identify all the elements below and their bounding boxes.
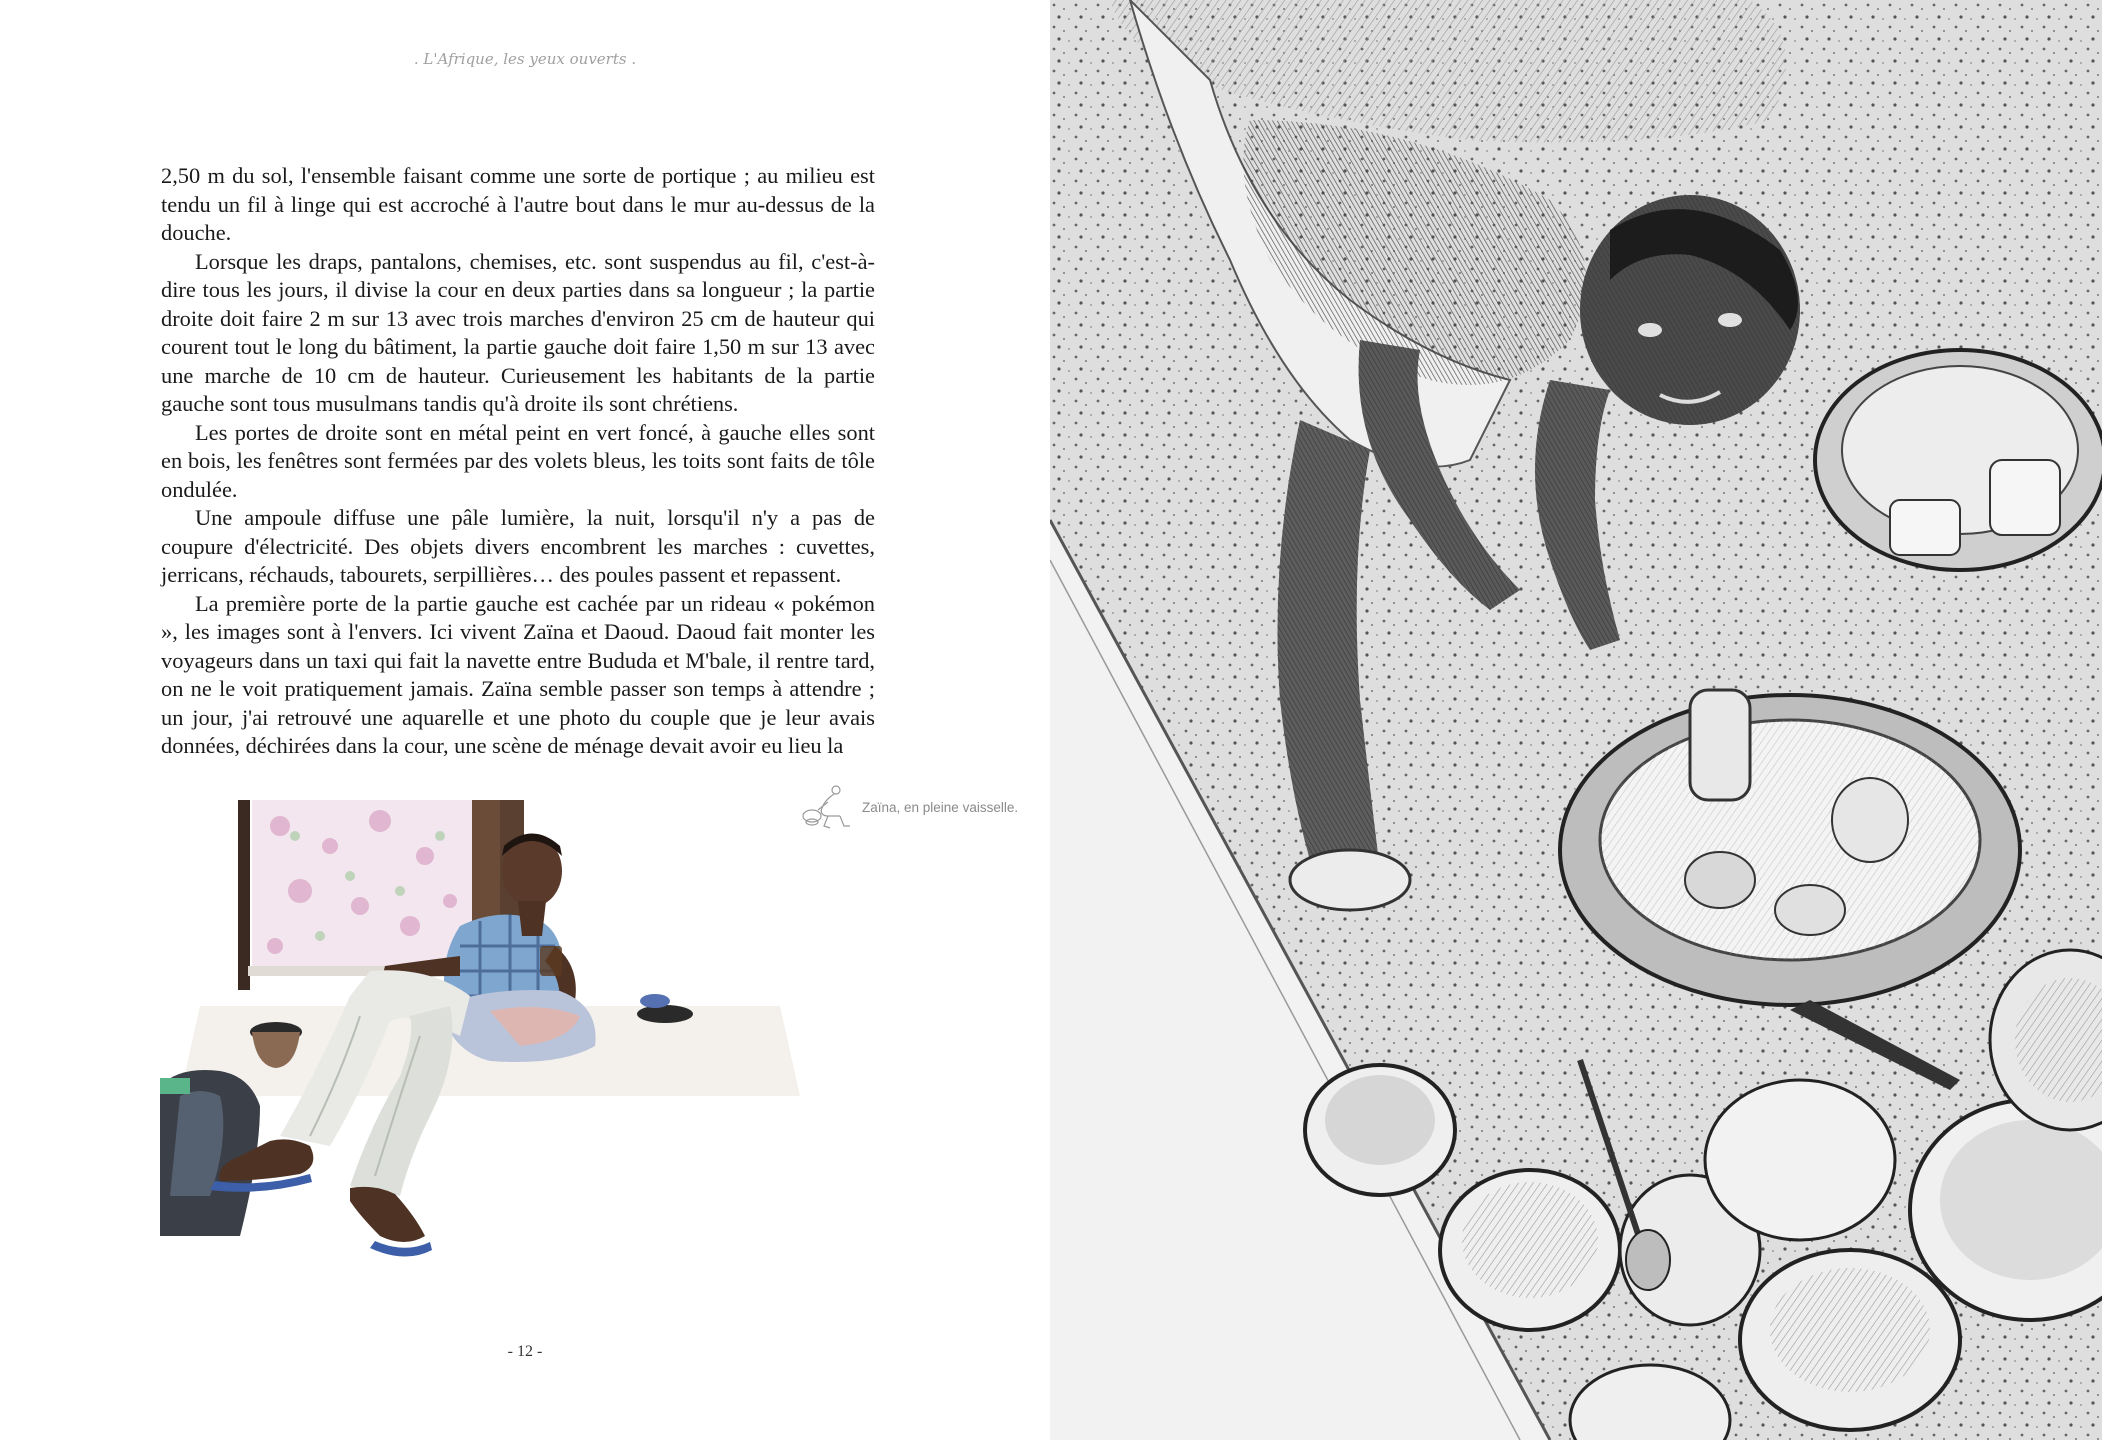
body-text: [161, 162, 875, 761]
left-page: [0, 0, 1050, 1440]
watercolour-illustration: [160, 796, 830, 1326]
paragraph: 2,50 m du sol, l'ensemble faisant comme une sorte de portique ; au milieu est tendu un fil à linge qui est accroché à l'autre bout dans le mur au-dessus de la douche.: [161, 163, 875, 245]
paragraph: La première porte de la partie gauche est cachée par un rideau « pokémon », les images sont à l'envers. Ici vivent Zaïna et Daoud. Daoud fait monter les voyageurs dans un taxi qui fait la navette entre Bududa et M'bale, il rentre tard, on ne le voit pratiquement jamais. Zaïna semble passer son temps à attendre ; un jour, j'ai retrouvé une aquarelle et une photo du couple que je leur avais données, déchirées dans la cour, une scène de ménage devait avoir eu lieu la: [161, 590, 875, 758]
page-number: - 12 -: [507, 1343, 543, 1360]
caption-block: [798, 782, 1018, 832]
running-head: . L'Afrique, les yeux ouverts .: [413, 50, 637, 68]
paragraph: Une ampoule diffuse une pâle lumière, la nuit, lorsqu'il n'y a pas de coupure d'électricité. Des objets divers encombrent les marches : cuvettes, jerricans, réchauds, tabourets, serpillières… des poules passent et repassent.: [161, 505, 875, 587]
paragraph: Lorsque les draps, pantalons, chemises, etc. sont suspendus au fil, c'est-à-dire tous les jours, il divise la cour en deux parties dans sa longueur ; la partie droite doit faire 2 m sur 13 avec trois marches d'environ 25 cm de hauteur qui courent tout le long du bâtiment, la partie gauche doit faire 1,50 m sur 13 avec une marche de 10 cm de hauteur. Curieusement les habitants de la partie gauche sont tous musulmans tandis qu'à droite ils sont chrétiens.: [161, 248, 875, 416]
right-page: [1050, 0, 2102, 1440]
paragraph: Les portes de droite sont en métal peint en vert foncé, à gauche elles sont en bois, les fenêtres sont fermées par des volets bleus, les toits sont faits de tôle ondulée.: [161, 419, 875, 502]
pencil-drawing: [1050, 0, 2102, 1440]
figure-caption: Zaïna, en pleine vaisselle.: [862, 799, 1019, 815]
